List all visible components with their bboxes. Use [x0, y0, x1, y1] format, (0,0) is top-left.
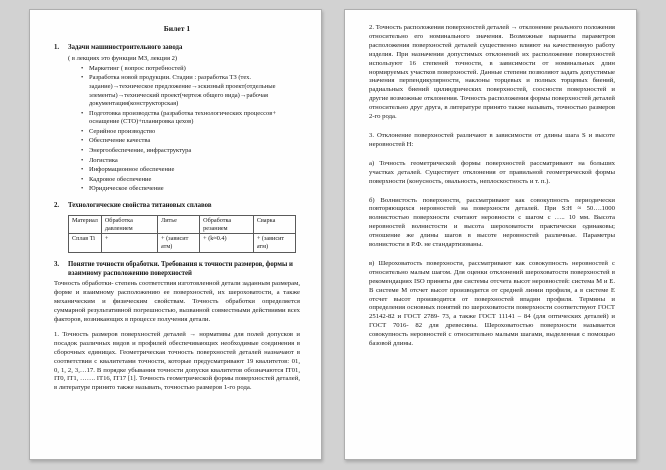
section-2-title: Технологические свойства титановых сплавов — [68, 201, 212, 209]
table-row — [69, 234, 296, 253]
paragraph: б) Волнистость поверхности, рассматривают как совокупность периодически повторяющихся неровностей на поверхности деталей. При S:H ≈ 50….1000 волнистостью поверхности считают неровности с шагом с ….. 10 мм. Высота неровностей волнистости и высота шероховатости практически одинаковы; отношение же длины шагов в высоте неровностей различные. Параметры волнистости в Р.Ф. не стандартизованы. — [369, 196, 615, 249]
table-cell: + (зависит атм) — [158, 234, 200, 253]
paragraph: 2. Точность расположения поверхностей деталей → отклонение реального положения относительно его номинального значения. Возможные варианты параметров расположения поверхностей деталей существенно влияют на качественную работу изделия. При назначении допустимых отклонений их расположение поверхностей используют 16 степеней точности, в зависимости от номинальных длин нормируемых участков поверхностей. Данные степени позволяют задать допустимые значения перпендикулярности, наклоны торцевых и полных торцевых биений, радиальных биений цилиндрических поверхностей, соосности поверхностей и другие возможные отклонения. Точность расположения формы поверхностей деталей относительно друг друга, в литературе принято также называть, точностью размеров 2-го рода. — [369, 24, 615, 121]
list-item: • Подготовка производства (разработка технологических процессов+ оснащение (СТО)+планировка цехов) — [81, 110, 300, 127]
section-1-heading — [54, 44, 300, 53]
table-cell: Сплав Ti — [69, 234, 102, 253]
section-2-number: 2. — [54, 201, 60, 209]
list-item: • Серийное производство — [81, 128, 300, 137]
section-3-heading — [54, 261, 300, 279]
table-header-row — [69, 215, 296, 234]
section-1-title: Задачи машиностроительного завода — [68, 44, 183, 51]
section-3-title: Понятие точности обработки. Требования к точности размеров, формы и взаимному расположению поверхностей — [68, 260, 293, 277]
paragraph: в) Шероховатость поверхности, рассматривают как совокупность неровностей с относительно малым шагом. Для оценки отклонений шероховатости поверхностей в рекомендациях ISO приняты две системы отсчета высот неровностей: система М и Е. В системе М отсчет высот производится от средней линии профиля, а в системе Е отсчет высот производится от поверхностей впадин профиля. Термины и определения основных понятий по шероховатости поверхности соответствуют ГОСТ 25142-82 и ГОСТ 2789- 73, а также ГОСТ 11141 – 84 (для оптических деталей) и ГОСТ 7016- 82 для древесины. Шероховатостью поверхности называется совокупность неровностей с относительно малыми шагами, выделенная с помощью базовой длины. — [369, 259, 615, 348]
table-header-cell: Обработка давлением — [101, 215, 157, 234]
page-2[interactable] — [344, 9, 637, 460]
table-cell: + (зависит атм) — [253, 234, 295, 253]
list-item: • Разработка новой продукции. Стадии : разработка ТЗ (тех. задание)→техническое предложение→эскизный проект(отдельные элементы)→технический проект(чертеж общего вида)→рабочая документация(конструкторская) — [81, 74, 300, 108]
list-item: • Юридическое обеспечение — [81, 185, 300, 194]
paragraph: Точность обработки- степень соответствия изготовленной детали заданным размерам, форме и взаимному расположению ее поверхностей, их шероховатости, а также механическим и физическим свойствам. Точность обработки определяется суммарной результативной погрешностью, вызванной совместными действиями всех факторов, возникающих в процессе получения детали. — [54, 280, 301, 324]
page-1[interactable] — [29, 9, 322, 460]
table-header-cell: Материал — [69, 215, 102, 234]
paragraph: а) Точность геометрической формы поверхностей рассматривают на больших участках деталей. Существует отклонения от правильной геометрической формы поверхности (конусность, овальность, неплоскостность и т. п.). — [369, 159, 615, 185]
section-1-note: ( в лекциях это функции МЗ, лекция 2) — [68, 54, 178, 62]
table-cell: + (k≈0.4) — [200, 234, 254, 253]
list-item: • Маркетинг ( вопрос потребностей) — [81, 65, 300, 74]
table-header-cell: Обработка резанием — [200, 215, 254, 234]
section-1-number: 1. — [54, 44, 60, 51]
list-item: • Информационное обеспечение — [81, 166, 300, 175]
section-3-number: 3. — [54, 260, 60, 268]
titanium-properties-table — [68, 215, 296, 253]
list-item: • Энергообеспечение, инфраструктура — [81, 147, 300, 156]
table-header-cell: Литье — [158, 215, 200, 234]
table-cell: + — [101, 234, 157, 253]
list-item: • Логистика — [81, 157, 300, 166]
list-item: • Обеспечение качества — [81, 137, 300, 146]
factory-tasks-list — [81, 65, 300, 194]
section-2-heading — [54, 202, 300, 211]
table-header-cell: Сварка — [253, 215, 295, 234]
list-item: • Кадровое обеспечение — [81, 176, 300, 185]
doc-title: Билет 1 — [163, 24, 191, 33]
paragraph: 3. Отклонение поверхностей различают в зависимости от длины шага S и высоте неровностей H: — [369, 131, 615, 148]
paragraph: 1. Точность размеров поверхностей деталей → нормативы для полей допусков и посадок различных видов и профилей обеспечивающих необходимые соединения в сборочных единицах. Геометрическая точность поверхностей деталей назначают в соответствии с квалитетами точности, которые предусматривают 19 квалитетов: 01, 0, 1, 2, 3,…17. В порядке убывания точности допуски квалитетов обозначаются IT01, IT0, IT1, ……. IT16, IT17 [1]. Точность геометрической формы поверхностей деталей, в литературе принято также называть, точностью размеров 1-го рода. — [54, 330, 300, 392]
